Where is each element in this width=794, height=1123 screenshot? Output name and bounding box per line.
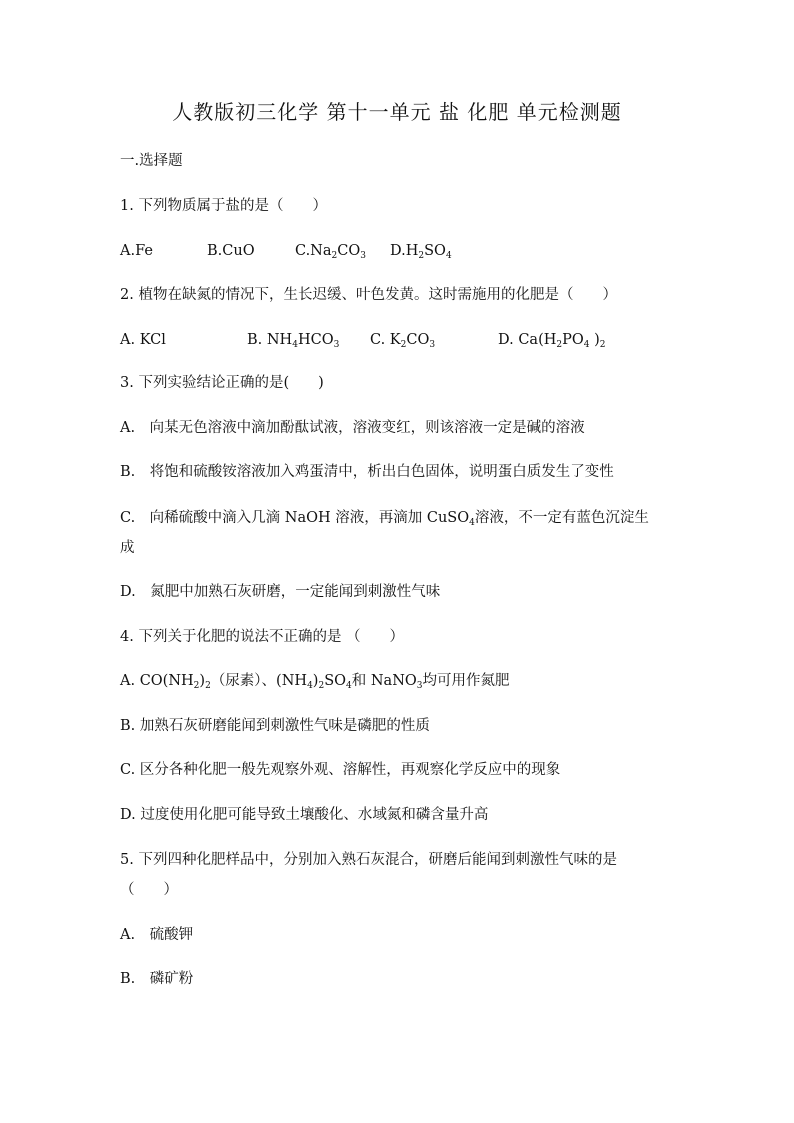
q5-option-b: B. 磷矿粉 [120, 971, 194, 987]
q4-option-b: B. 加熟石灰研磨能闻到刺激性气味是磷肥的性质 [120, 718, 430, 734]
q1-option-b: B.CuO [207, 243, 255, 259]
q2-option-a: A. KCl [120, 332, 166, 348]
q3-option-c: C. 向稀硫酸中滴入几滴 NaOH 溶液，再滴加 CuSO$_4$溶液，不一定有蓝色沉淀生 [120, 510, 649, 528]
document-title: 人教版初三化学 第十一单元 盐 化肥 单元检测题 [172, 100, 622, 124]
q2-option-c: C. $K_2CO_3$ [370, 332, 436, 350]
q2-option-d: D. $Ca(H_2PO_4$ )$_2$ [498, 332, 606, 350]
q1-option-c: $C.Na_2CO_3$ [295, 243, 366, 261]
q4-option-c: C. 区分各种化肥一般先观察外观、溶解性，再观察化学反应中的现象 [120, 762, 561, 778]
question-3-stem: 3. 下列实验结论正确的是( ) [120, 375, 324, 391]
q3-option-a: A. 向某无色溶液中滴加酚酞试液，溶液变红，则该溶液一定是碱的溶液 [120, 420, 585, 436]
section-heading: 一.选择题 [120, 153, 183, 169]
q1-option-d: $D.H_2SO_4$ [390, 243, 452, 261]
q4-option-a: A. $CO(NH_2)_2$（尿素）、$(NH_4)_2SO_4$和 NaNO$_3$均可用作氮肥 [120, 673, 510, 691]
q4-option-d: D. 过度使用化肥可能导致土壤酸化、水域氮和磷含量升高 [120, 807, 489, 823]
question-2-stem: 2. 植物在缺氮的情况下，生长迟缓、叶色发黄。这时需施用的化肥是（ ） [120, 287, 617, 303]
q3-option-d: D. 氮肥中加熟石灰研磨，一定能闻到刺激性气味 [120, 584, 441, 600]
question-1-stem: 1. 下列物质属于盐的是（ ） [120, 198, 327, 214]
question-4-stem: 4. 下列关于化肥的说法不正确的是 （ ） [120, 629, 405, 645]
q5-option-a: A. 硫酸钾 [120, 927, 194, 943]
q1-option-a: A.Fe [120, 243, 153, 259]
q3-option-c-continued: 成 [120, 540, 135, 556]
q2-option-b: B. $NH_4HCO_3$ [247, 332, 340, 350]
q3-option-b: B. 将饱和硫酸铵溶液加入鸡蛋清中，析出白色固体，说明蛋白质发生了变性 [120, 464, 614, 480]
question-5-stem-continued: （ ） [120, 882, 178, 898]
question-5-stem: 5. 下列四种化肥样品中，分别加入熟石灰混合，研磨后能闻到刺激性气味的是 [120, 852, 617, 868]
